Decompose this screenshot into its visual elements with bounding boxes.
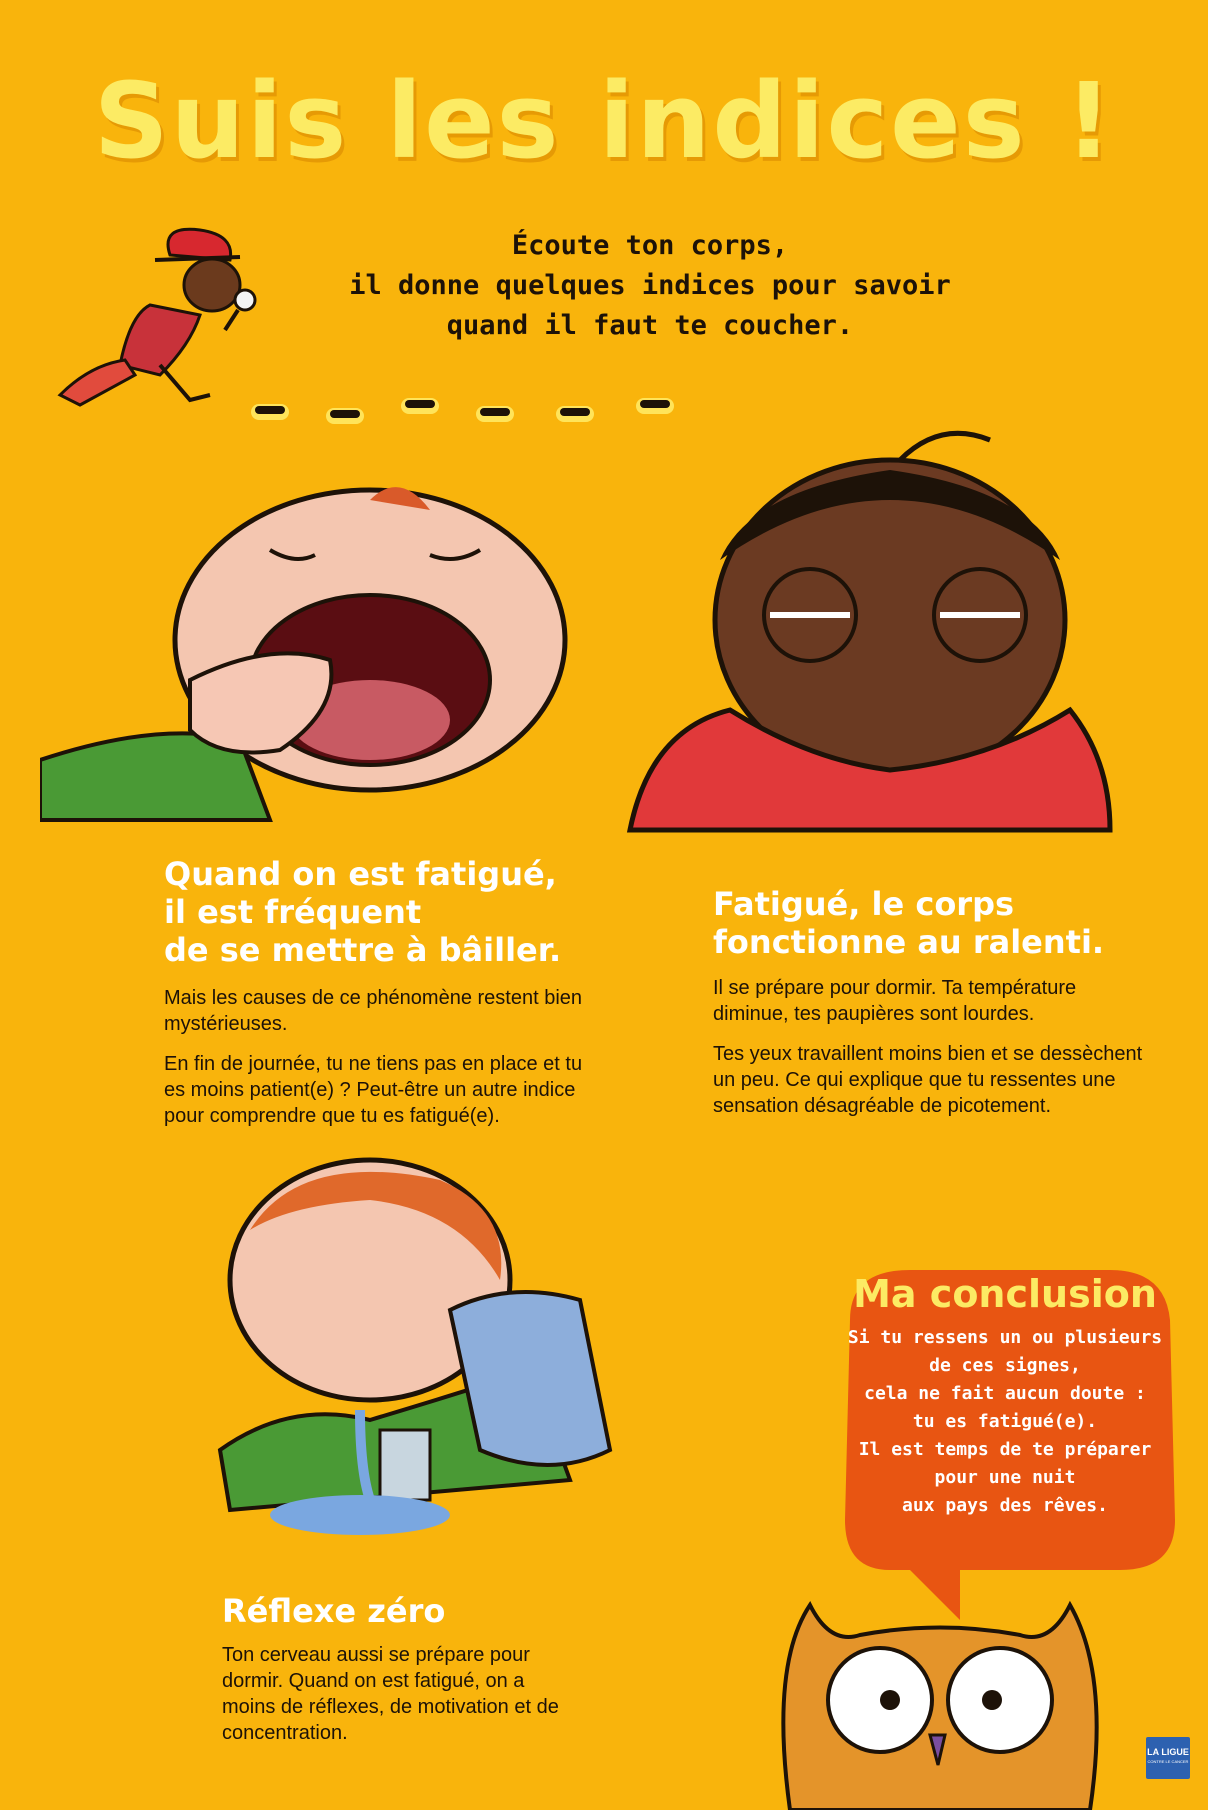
tired-girl-illustration <box>610 430 1120 850</box>
ligue-logo <box>1146 1737 1190 1779</box>
yawning-child-illustration <box>40 480 590 840</box>
section-yawning <box>164 855 604 1143</box>
paragraph: Mais les causes de ce phénomène restent bien mystérieuses. <box>164 987 583 1035</box>
footprint-trail <box>0 0 1208 450</box>
paragraph: Ton cerveau aussi se prépare pour dormir. Quand on est fatigué, on a moins de réflexes, de motivation et de concentration. <box>222 1644 559 1744</box>
conclusion-title: Ma conclusion <box>853 1272 1157 1316</box>
heading-line: Quand on est fatigué, <box>164 855 557 893</box>
heading-line: de se mettre à bâiller. <box>164 931 562 969</box>
heading-line: il est fréquent <box>164 893 422 931</box>
logo-line-1: LA LIGUE <box>1147 1747 1189 1757</box>
heading-line: fonctionne au ralenti. <box>713 923 1105 961</box>
section-yawning-heading <box>164 855 604 969</box>
poster-title: Suis les indices ! <box>93 60 1115 182</box>
section-reflexes <box>222 1592 622 1760</box>
conclusion-text <box>840 1324 1170 1520</box>
intro-line-3: quand il faut te coucher. <box>446 310 854 341</box>
conclusion-line: aux pays des rêves. <box>902 1495 1108 1516</box>
conclusion-line: tu es fatigué(e). <box>912 1411 1098 1432</box>
intro-line-2: il donne quelques indices pour savoir <box>349 270 951 301</box>
intro-line-1: Écoute ton corps, <box>511 230 789 261</box>
paragraph: Tes yeux travaillent moins bien et se dessèchent un peu. Ce qui explique que tu ressentes une sensation désagréable de picotement. <box>713 1043 1143 1117</box>
conclusion-line: Si tu ressens un ou plusieurs <box>847 1327 1163 1348</box>
conclusion-bubble <box>840 1272 1170 1520</box>
conclusion-line: Il est temps de te préparer <box>858 1439 1152 1460</box>
section-reflexes-heading: Réflexe zéro <box>222 1592 446 1630</box>
heading-line: Fatigué, le corps <box>713 885 1015 923</box>
conclusion-line: de ces signes, <box>929 1355 1081 1376</box>
conclusion-line: cela ne fait aucun doute : <box>864 1383 1146 1404</box>
owl-illustration <box>770 1585 1110 1810</box>
section-slow-body-body <box>713 975 1143 1119</box>
section-reflexes-body <box>222 1642 562 1746</box>
logo-line-2: CONTRE LE CANCER <box>1147 1759 1189 1764</box>
section-slow-body <box>713 885 1153 1133</box>
conclusion-line: pour une nuit <box>934 1467 1076 1488</box>
paragraph: En fin de journée, tu ne tiens pas en place et tu es moins patient(e) ? Peut-être un autre indice pour comprendre que tu es fatigué(e). <box>164 1053 583 1127</box>
section-slow-body-heading <box>713 885 1153 961</box>
water-pouring-child-illustration <box>210 1150 700 1550</box>
paragraph: Il se prépare pour dormir. Ta température diminue, tes paupières sont lourdes. <box>713 977 1077 1025</box>
section-yawning-body <box>164 985 584 1129</box>
